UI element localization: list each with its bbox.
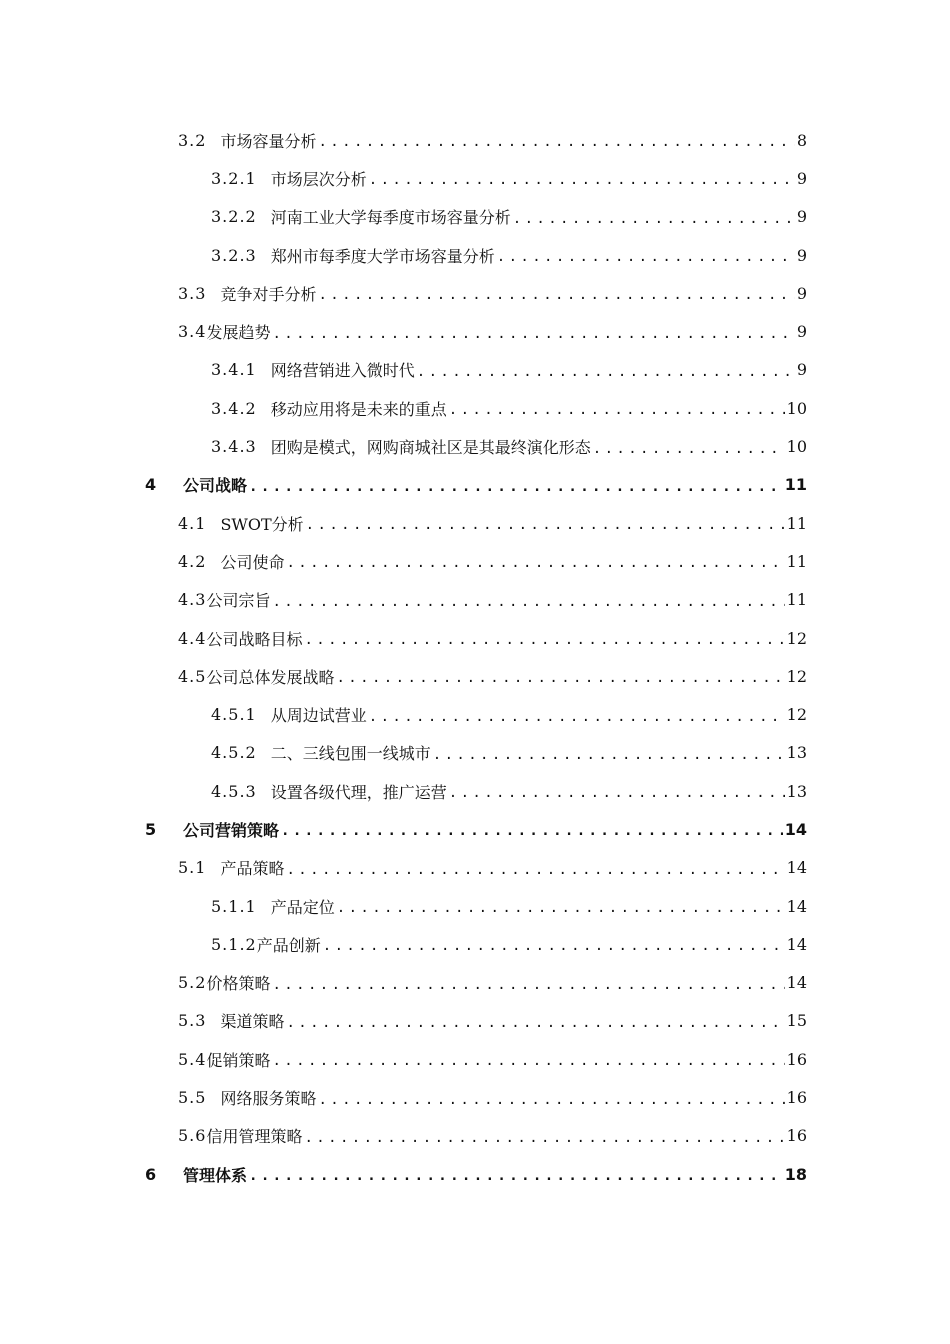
toc-entry-title: 竞争对手分析 — [220, 284, 317, 304]
toc-entry[interactable] — [0, 1155, 807, 1193]
toc-entry-number: 5.1 — [178, 858, 207, 878]
toc-entry-title: 郑州市每季度大学市场容量分析 — [270, 246, 495, 266]
toc-entry-page-number: 16 — [786, 1049, 807, 1069]
toc-entry-title: 管理体系 — [183, 1165, 248, 1185]
toc-entry-number: 5.4 — [178, 1049, 207, 1069]
toc-dot-leader — [249, 479, 783, 495]
toc-entry-number: 3.2.2 — [211, 207, 257, 227]
toc-entry[interactable] — [0, 772, 807, 810]
toc-dot-leader — [336, 670, 784, 686]
toc-entry-title: 价格策略 — [206, 974, 271, 994]
toc-dot-leader — [249, 1168, 783, 1184]
toc-entry-number: 4.2 — [178, 551, 207, 571]
toc-entry-title: 产品创新 — [256, 935, 321, 955]
toc-entry-title: 发展趋势 — [206, 323, 271, 343]
toc-entry[interactable] — [0, 159, 807, 197]
toc-entry[interactable] — [0, 849, 807, 887]
toc-entry-page-number: 8 — [796, 130, 807, 150]
toc-entry[interactable] — [0, 274, 807, 312]
toc-entry-title: SWOT分析 — [220, 514, 304, 534]
toc-entry[interactable] — [0, 466, 807, 504]
toc-entry-page-number: 10 — [786, 437, 807, 457]
toc-entry-number: 4.5 — [178, 666, 207, 686]
toc-entry-page-number: 13 — [786, 743, 807, 763]
toc-entry[interactable] — [0, 1040, 807, 1078]
toc-entry-number: 4.5.3 — [211, 781, 257, 801]
toc-entry-title: 公司战略目标 — [206, 629, 303, 649]
toc-entry-title: 移动应用将是未来的重点 — [270, 399, 447, 419]
toc-entry-number: 5.1.1 — [211, 896, 257, 916]
toc-entry-number: 5.1.2 — [211, 934, 257, 954]
toc-entry-page-number: 11 — [786, 513, 807, 533]
toc-entry-number: 3.2 — [178, 130, 207, 150]
toc-entry-page-number: 9 — [796, 283, 807, 303]
toc-entry-title: 市场容量分析 — [220, 131, 317, 151]
toc-entry-page-number: 9 — [796, 207, 807, 227]
toc-entry-title: 设置各级代理，推广运营 — [270, 782, 447, 802]
toc-entry-page-number: 13 — [786, 781, 807, 801]
toc-dot-leader — [593, 441, 785, 457]
toc-dot-leader — [286, 1015, 784, 1031]
toc-dot-leader — [281, 823, 783, 839]
toc-entry-number: 3.2.3 — [211, 245, 257, 265]
toc-entry-number: 5 — [145, 819, 157, 839]
toc-entry-number: 3.2.1 — [211, 168, 257, 188]
toc-entry-title: 产品定位 — [270, 897, 335, 917]
toc-entry-title: 公司使命 — [220, 552, 285, 572]
toc-entry[interactable] — [0, 351, 807, 389]
toc-entry-title: 公司战略 — [183, 476, 248, 496]
toc-entry-number: 5.5 — [178, 1088, 207, 1108]
toc-dot-leader — [449, 785, 785, 801]
toc-entry-number: 6 — [145, 1164, 157, 1184]
toc-entry[interactable] — [0, 925, 807, 963]
toc-dot-leader — [318, 134, 794, 150]
toc-entry-number: 3.3 — [178, 283, 207, 303]
toc-dot-leader — [286, 862, 784, 878]
toc-dot-leader — [306, 517, 785, 533]
toc-dot-leader — [318, 287, 794, 303]
toc-entry[interactable] — [0, 695, 807, 733]
toc-entry[interactable] — [0, 542, 807, 580]
toc-entry-page-number: 10 — [786, 398, 807, 418]
toc-entry-page-number: 11 — [786, 590, 807, 610]
toc-entry-page-number: 12 — [786, 705, 807, 725]
toc-entry-page-number: 12 — [786, 628, 807, 648]
toc-dot-leader — [323, 938, 785, 954]
toc-entry[interactable] — [0, 734, 807, 772]
toc-dot-leader — [272, 594, 784, 610]
toc-entry-title: 市场层次分析 — [270, 169, 367, 189]
toc-entry-number: 3.4.1 — [211, 360, 257, 380]
toc-entry-title: 信用管理策略 — [206, 1127, 303, 1147]
toc-entry-page-number: 16 — [786, 1088, 807, 1108]
toc-entry-title: 公司宗旨 — [206, 591, 271, 611]
toc-entry-page-number: 14 — [786, 934, 807, 954]
toc-entry[interactable] — [0, 1002, 807, 1040]
toc-entry-page-number: 14 — [786, 896, 807, 916]
toc-entry-number: 3.4 — [178, 322, 207, 342]
toc-dot-leader — [497, 249, 795, 265]
toc-entry-number: 4.5.2 — [211, 743, 257, 763]
table-of-contents — [0, 121, 950, 1193]
toc-entry[interactable] — [0, 236, 807, 274]
toc-entry[interactable] — [0, 1078, 807, 1116]
toc-entry-number: 4 — [145, 475, 157, 495]
toc-entry[interactable] — [0, 389, 807, 427]
toc-entry-page-number: 9 — [796, 360, 807, 380]
toc-entry[interactable] — [0, 887, 807, 925]
toc-entry-number: 4.5.1 — [211, 705, 257, 725]
toc-entry[interactable] — [0, 581, 807, 619]
toc-entry-number: 5.3 — [178, 1011, 207, 1031]
toc-entry[interactable] — [0, 619, 807, 657]
toc-dot-leader — [272, 326, 794, 342]
toc-entry-page-number: 14 — [784, 819, 807, 839]
toc-entry-title: 河南工业大学每季度市场容量分析 — [270, 208, 511, 228]
toc-entry-title: 产品策略 — [220, 859, 285, 879]
toc-dot-leader — [433, 747, 785, 763]
toc-entry-page-number: 15 — [786, 1011, 807, 1031]
toc-entry-number: 3.4.3 — [211, 437, 257, 457]
toc-entry-page-number: 18 — [784, 1164, 807, 1184]
toc-entry[interactable] — [0, 657, 807, 695]
toc-dot-leader — [304, 632, 784, 648]
toc-entry-page-number: 12 — [786, 666, 807, 686]
toc-entry[interactable] — [0, 504, 807, 542]
toc-dot-leader — [369, 172, 795, 188]
toc-entry-title: 网络服务策略 — [220, 1089, 317, 1109]
toc-dot-leader — [369, 709, 785, 725]
toc-entry-page-number: 9 — [796, 245, 807, 265]
toc-dot-leader — [272, 977, 784, 993]
toc-entry-page-number: 9 — [796, 168, 807, 188]
toc-entry[interactable] — [0, 427, 807, 465]
toc-entry-page-number: 11 — [786, 551, 807, 571]
toc-entry-page-number: 11 — [784, 475, 807, 495]
toc-entry-title: 促销策略 — [206, 1050, 271, 1070]
toc-entry-title: 网络营销进入微时代 — [270, 361, 415, 381]
toc-entry[interactable] — [0, 312, 807, 350]
toc-entry[interactable] — [0, 198, 807, 236]
toc-entry[interactable] — [0, 1117, 807, 1155]
toc-dot-leader — [318, 1092, 784, 1108]
toc-entry-number: 5.2 — [178, 973, 207, 993]
toc-dot-leader — [337, 900, 785, 916]
toc-entry-page-number: 14 — [786, 973, 807, 993]
toc-dot-leader — [272, 1053, 784, 1069]
toc-entry-title: 公司营销策略 — [183, 820, 280, 840]
toc-entry-title: 团购是模式，网购商城社区是其最终演化形态 — [270, 438, 591, 458]
toc-entry-number: 4.3 — [178, 590, 207, 610]
toc-entry-number: 4.4 — [178, 628, 207, 648]
toc-entry-number: 3.4.2 — [211, 398, 257, 418]
toc-dot-leader — [286, 555, 784, 571]
toc-entry-page-number: 14 — [786, 858, 807, 878]
toc-entry-number: 5.6 — [178, 1126, 207, 1146]
toc-entry[interactable] — [0, 810, 807, 848]
toc-dot-leader — [449, 402, 785, 418]
toc-entry-title: 公司总体发展战略 — [206, 667, 335, 687]
toc-entry-title: 渠道策略 — [220, 1012, 285, 1032]
toc-entry-number: 4.1 — [178, 513, 207, 533]
toc-entry[interactable] — [0, 964, 807, 1002]
toc-entry-page-number: 16 — [786, 1126, 807, 1146]
toc-entry-title: 从周边试营业 — [270, 706, 367, 726]
toc-entry[interactable] — [0, 121, 807, 159]
toc-entry-page-number: 9 — [796, 322, 807, 342]
toc-dot-leader — [304, 1130, 784, 1146]
toc-dot-leader — [513, 211, 795, 227]
toc-entry-title: 二、三线包围一线城市 — [270, 744, 431, 764]
toc-dot-leader — [417, 364, 795, 380]
